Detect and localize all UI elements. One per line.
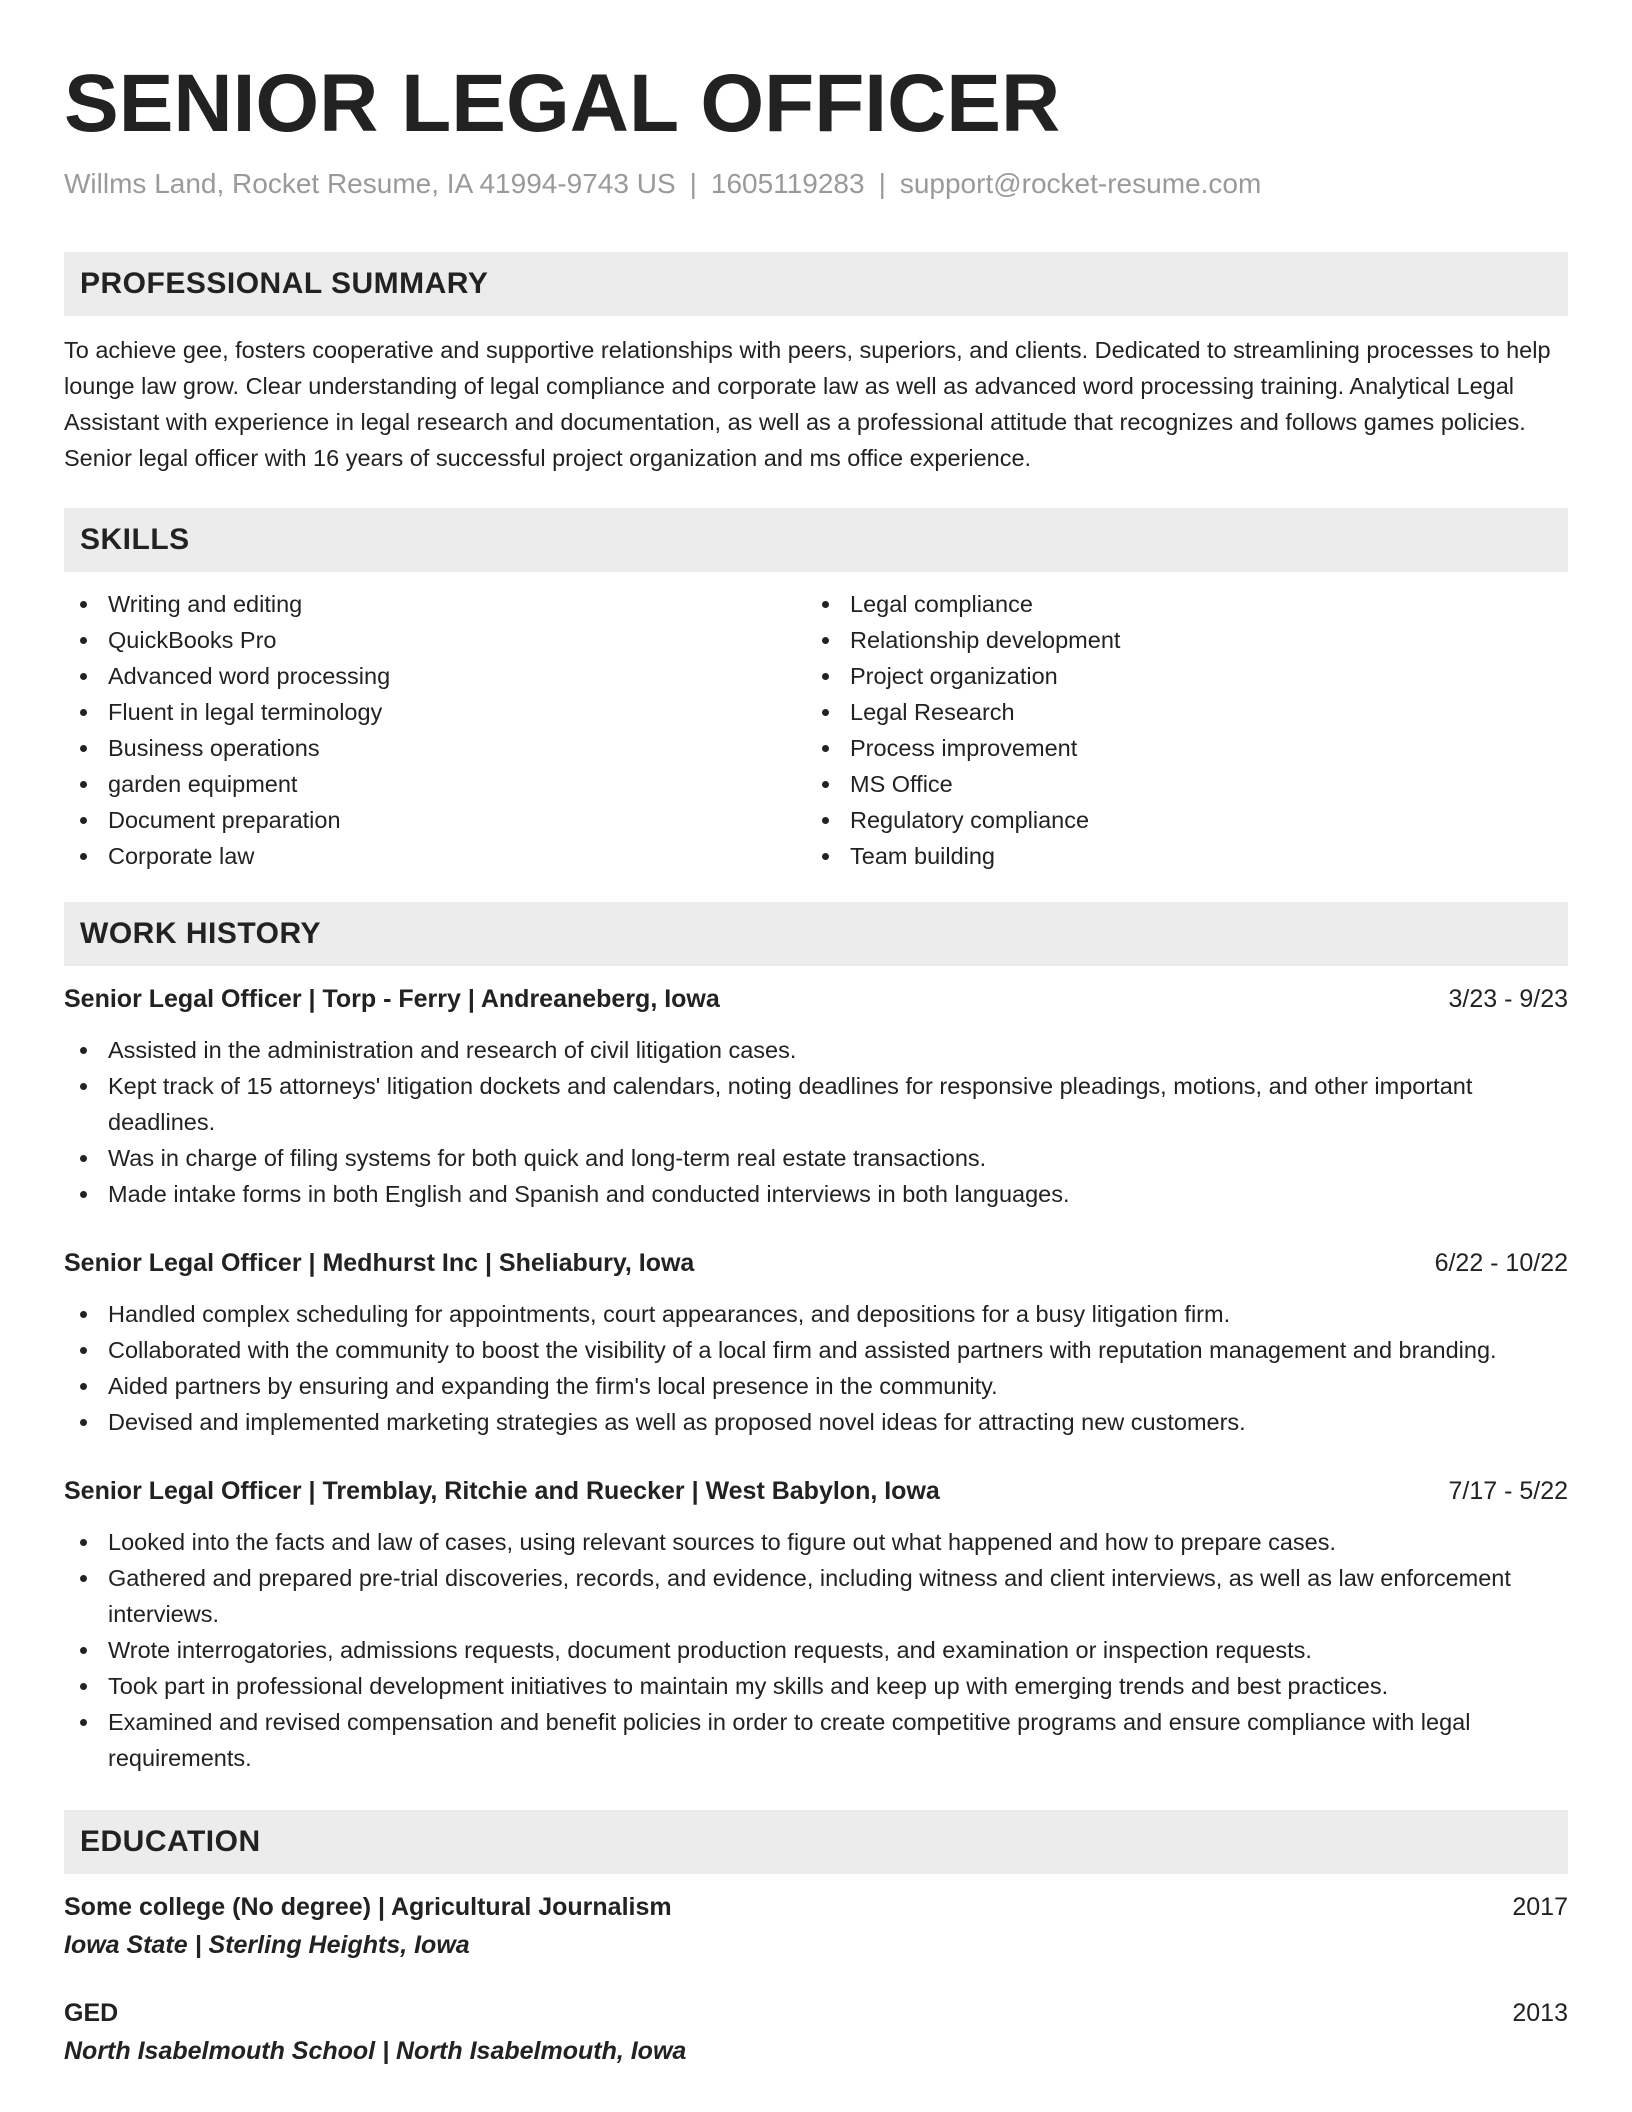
education-school: North Isabelmouth School | North Isabelmouth, Iowa — [64, 2037, 687, 2065]
job-bullet: Aided partners by ensuring and expanding the firm's local presence in the community. — [64, 1368, 1568, 1404]
job-dates: 3/23 - 9/23 — [1448, 985, 1568, 1013]
contact-line — [64, 166, 1568, 202]
education-entry — [64, 1890, 1568, 1962]
job-bullet: Gathered and prepared pre-trial discoveries, records, and evidence, including witness and client interviews, as well as law enforcement interviews. — [64, 1560, 1568, 1632]
education-degree: GED — [64, 1999, 119, 2027]
job-bullets — [64, 1032, 1568, 1212]
job-bullets — [64, 1524, 1568, 1776]
education-header — [64, 1996, 1568, 2030]
education-degree: Some college (No degree) | Agricultural Journalism — [64, 1893, 672, 1921]
job-bullet: Looked into the facts and law of cases, using relevant sources to figure out what happened and how to prepare cases. — [64, 1524, 1568, 1560]
job-bullet: Made intake forms in both English and Spanish and conducted interviews in both languages. — [64, 1176, 1568, 1212]
job-bullets — [64, 1296, 1568, 1440]
skill-item: Project organization — [806, 658, 1548, 694]
resume-name: SENIOR LEGAL OFFICER — [64, 58, 1061, 149]
skill-item: Fluent in legal terminology — [64, 694, 806, 730]
job-title: Senior Legal Officer | Tremblay, Ritchie and Ruecker | West Babylon, Iowa — [64, 1477, 940, 1505]
skill-item: Team building — [806, 838, 1548, 874]
resume-page — [64, 0, 1568, 2068]
skill-item: Process improvement — [806, 730, 1548, 766]
job-header — [64, 982, 1568, 1016]
contact-address: Willms Land, Rocket Resume, IA 41994-9743 US — [64, 168, 676, 199]
summary-heading: PROFESSIONAL SUMMARY — [64, 252, 1568, 316]
skill-item: Business operations — [64, 730, 806, 766]
skills-columns — [64, 586, 1568, 874]
skills-heading: SKILLS — [64, 508, 1568, 572]
job-bullet: Handled complex scheduling for appointments, court appearances, and depositions for a busy litigation firm. — [64, 1296, 1568, 1332]
job-bullet: Devised and implemented marketing strategies as well as proposed novel ideas for attracting new customers. — [64, 1404, 1568, 1440]
job-entry — [64, 1246, 1568, 1440]
skill-item: Legal compliance — [806, 586, 1548, 622]
job-bullet: Assisted in the administration and research of civil litigation cases. — [64, 1032, 1568, 1068]
contact-phone: 1605119283 — [710, 168, 865, 199]
education-heading: EDUCATION — [64, 1810, 1568, 1874]
job-bullet: Was in charge of filing systems for both quick and long-term real estate transactions. — [64, 1140, 1568, 1176]
skill-item: Regulatory compliance — [806, 802, 1548, 838]
summary-text: To achieve gee, fosters cooperative and supportive relationships with peers, superiors, and clients. Dedicated to streamlining processes to help lounge law grow. Clear understanding of legal compliance and corporate law as well as advanced word processing training. Analytical Legal Assistant with experience in legal research and documentation, as well as a professional attitude that recognizes and follows games policies. Senior legal officer with 16 years of successful project organization and ms office experience. — [64, 337, 1551, 471]
job-bullet: Wrote interrogatories, admissions requests, document production requests, and examination or inspection requests. — [64, 1632, 1568, 1668]
skills-list-left — [64, 586, 806, 874]
work-history-heading: WORK HISTORY — [64, 902, 1568, 966]
skill-item: Advanced word processing — [64, 658, 806, 694]
contact-email[interactable]: support@rocket-resume.com — [899, 168, 1262, 199]
education-year: 2013 — [1512, 1999, 1568, 2027]
education-school: Iowa State | Sterling Heights, Iowa — [64, 1931, 470, 1959]
job-entry — [64, 982, 1568, 1212]
education-entry — [64, 1996, 1568, 2068]
job-header — [64, 1246, 1568, 1280]
skills-list-right — [806, 586, 1548, 874]
skill-item: Relationship development — [806, 622, 1548, 658]
skill-item: MS Office — [806, 766, 1548, 802]
skill-item: Corporate law — [64, 838, 806, 874]
education-header — [64, 1890, 1568, 1924]
job-header — [64, 1474, 1568, 1508]
job-dates: 7/17 - 5/22 — [1448, 1477, 1568, 1505]
education-year: 2017 — [1512, 1893, 1568, 1921]
skill-item: Legal Research — [806, 694, 1548, 730]
skill-item: garden equipment — [64, 766, 806, 802]
job-bullet: Kept track of 15 attorneys' litigation dockets and calendars, noting deadlines for responsive pleadings, motions, and other important deadlines. — [64, 1068, 1568, 1140]
job-entry — [64, 1474, 1568, 1776]
skill-item: Document preparation — [64, 802, 806, 838]
job-title: Senior Legal Officer | Medhurst Inc | Sheliabury, Iowa — [64, 1249, 695, 1277]
skill-item: Writing and editing — [64, 586, 806, 622]
contact-separator: | — [878, 168, 886, 199]
job-bullet: Examined and revised compensation and benefit policies in order to create competitive programs and ensure compliance with legal requirements. — [64, 1704, 1568, 1776]
job-title: Senior Legal Officer | Torp - Ferry | Andreaneberg, Iowa — [64, 985, 720, 1013]
job-bullet: Collaborated with the community to boost the visibility of a local firm and assisted partners with reputation management and branding. — [64, 1332, 1568, 1368]
skill-item: QuickBooks Pro — [64, 622, 806, 658]
contact-separator: | — [689, 168, 697, 199]
job-dates: 6/22 - 10/22 — [1434, 1249, 1568, 1277]
job-bullet: Took part in professional development initiatives to maintain my skills and keep up with emerging trends and best practices. — [64, 1668, 1568, 1704]
